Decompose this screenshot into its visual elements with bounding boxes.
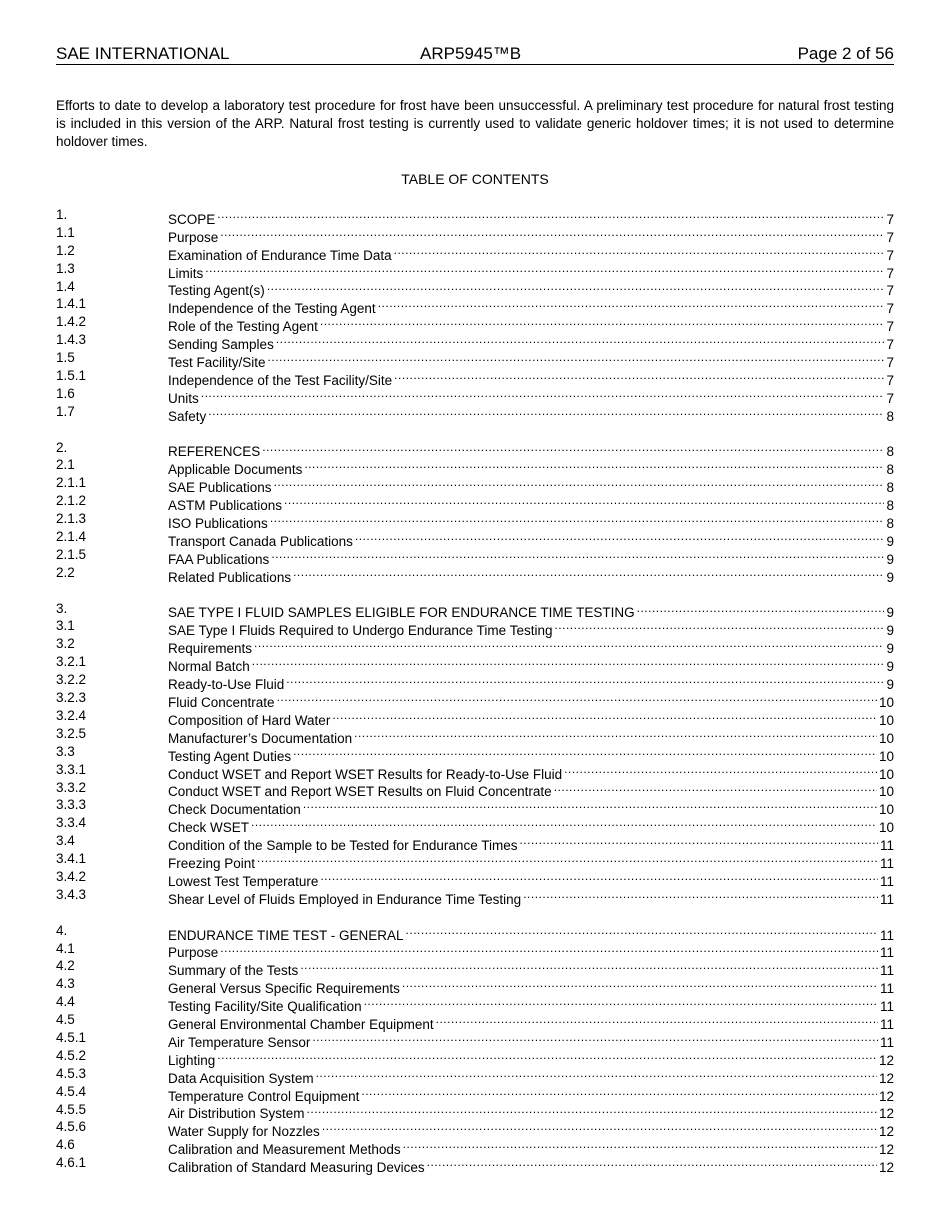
toc-entry-page: 10: [878, 730, 894, 746]
toc-entry-number: 3.2.2: [56, 672, 87, 688]
toc-entry-title: Examination of Endurance Time Data: [168, 247, 392, 263]
toc-entry-number: 3.3.1: [56, 761, 87, 777]
toc-entry-title: Requirements: [168, 641, 253, 657]
toc-entry-title: Manufacturer’s Documentation: [168, 730, 353, 746]
toc-entry-title: SAE TYPE I FLUID SAMPLES ELIGIBLE FOR ENDURANCE TIME TESTING: [168, 605, 635, 621]
toc-entry[interactable]: [56, 510, 894, 532]
toc-entry[interactable]: [56, 1118, 894, 1140]
toc-entry-number: 3.2.4: [56, 707, 87, 723]
toc-dot-leader: [270, 510, 885, 528]
toc-entry-number: 1.4: [56, 278, 75, 294]
toc-dot-leader: [252, 653, 885, 671]
toc-entry[interactable]: [56, 564, 894, 585]
toc-entry-number: 4.5: [56, 1012, 75, 1028]
toc-entry-title: Role of the Testing Agent: [168, 319, 318, 335]
toc-entry-title: Freezing Point: [168, 855, 256, 871]
toc-entry-title: Fluid Concentrate: [168, 694, 275, 710]
toc-dot-leader: [394, 242, 885, 260]
toc-entry-number: 4.5.3: [56, 1065, 87, 1081]
toc-dot-leader: [205, 260, 884, 278]
toc-entry-page: 7: [886, 247, 894, 263]
toc-entry-title: ENDURANCE TIME TEST - GENERAL: [168, 927, 404, 943]
toc-entry[interactable]: [56, 278, 894, 299]
toc-entry-title: SCOPE: [168, 211, 216, 227]
toc-dot-leader: [286, 671, 884, 689]
toc-entry[interactable]: [56, 635, 894, 657]
toc-entry[interactable]: [56, 1083, 894, 1104]
toc-dot-leader: [277, 689, 877, 707]
toc-entry-title: Water Supply for Nozzles: [168, 1124, 320, 1140]
toc-entry[interactable]: [56, 295, 894, 317]
toc-entry-page: 11: [879, 963, 894, 979]
toc-entry[interactable]: [56, 385, 894, 406]
toc-entry-page: 8: [886, 516, 894, 532]
toc-entry-number: 4.5.2: [56, 1047, 87, 1063]
toc-entry-title: FAA Publications: [168, 551, 270, 567]
toc-entry-number: 3.3: [56, 743, 75, 759]
toc-entry-title: Independence of the Test Facility/Site: [168, 372, 393, 388]
toc-entry[interactable]: [56, 600, 894, 621]
toc-entry-title: Conduct WSET and Report WSET Results on Fluid Concentrate: [168, 784, 552, 800]
toc-entry-title: Applicable Documents: [168, 462, 303, 478]
toc-entry-page: 11: [879, 1034, 894, 1050]
toc-entry-page: 10: [878, 802, 894, 818]
toc-entry-page: 7: [886, 337, 894, 353]
toc-entry[interactable]: [56, 743, 894, 764]
toc-dot-leader: [519, 832, 878, 850]
toc-entry-number: 1.4.3: [56, 332, 87, 348]
toc-entry-number: 2.2: [56, 564, 75, 580]
toc-entry-number: 4.5.5: [56, 1101, 87, 1117]
toc-entry-number: 3.2.3: [56, 690, 87, 706]
toc-dot-leader: [220, 940, 878, 958]
toc-entry-number: 4.1: [56, 940, 75, 956]
toc-entry-number: 3.2.5: [56, 725, 87, 741]
toc-entry-title: Calibration and Measurement Methods: [168, 1142, 401, 1158]
toc-entry-title: Composition of Hard Water: [168, 712, 331, 728]
toc-dot-leader: [254, 635, 884, 653]
toc-entry[interactable]: [56, 403, 894, 424]
toc-entry-number: 4.: [56, 922, 68, 938]
toc-entry[interactable]: [56, 1047, 894, 1068]
toc-entry-title: Safety: [168, 408, 207, 424]
toc-dot-leader: [316, 1065, 877, 1083]
toc-entry-number: 1.5: [56, 350, 75, 366]
toc-entry-number: 3.3.3: [56, 797, 87, 813]
toc-entry[interactable]: [56, 993, 894, 1015]
toc-entry-page: 12: [878, 1124, 894, 1140]
toc-entry-number: 4.4: [56, 994, 75, 1010]
toc-entry-page: 7: [886, 390, 894, 406]
toc-entry-title: Shear Level of Fluids Employed in Endurance Time Testing: [168, 891, 522, 907]
toc-entry-number: 1.6: [56, 385, 75, 401]
toc-entry-page: 9: [886, 659, 894, 675]
toc-dot-leader: [274, 474, 885, 492]
toc-entry-title: General Environmental Chamber Equipment: [168, 1016, 434, 1032]
header-page-number: Page 2 of 56: [797, 44, 894, 63]
toc-entry[interactable]: [56, 761, 894, 782]
toc-entry-page: 7: [886, 301, 894, 317]
toc-entry-page: 8: [886, 462, 894, 478]
toc-dot-leader: [637, 600, 885, 618]
toc-entry-title: Independence of the Testing Agent: [168, 301, 376, 317]
toc-entry-page: 9: [886, 533, 894, 549]
toc-entry[interactable]: [56, 313, 894, 335]
toc-entry-page: 8: [886, 408, 894, 424]
toc-dot-leader: [276, 331, 885, 349]
toc-entry-page: 11: [879, 945, 894, 961]
toc-dot-leader: [320, 868, 878, 886]
toc-dot-leader: [293, 564, 884, 582]
toc-entry[interactable]: [56, 1101, 894, 1122]
toc-dot-leader: [403, 1136, 877, 1154]
toc-entry[interactable]: [56, 850, 894, 871]
toc-dot-leader: [320, 313, 885, 331]
toc-entry-title: Limits: [168, 265, 204, 281]
toc-entry-number: 3.4.2: [56, 868, 87, 884]
toc-entry[interactable]: [56, 975, 894, 997]
toc-entry-page: 8: [886, 480, 894, 496]
toc-dot-leader: [293, 743, 877, 761]
toc-entry-page: 11: [879, 981, 894, 997]
toc-entry[interactable]: [56, 349, 894, 371]
toc-dot-leader: [394, 367, 884, 385]
toc-entry-number: 3.2: [56, 636, 75, 652]
toc-entry-title: ASTM Publications: [168, 498, 283, 514]
toc-entry[interactable]: [56, 331, 894, 353]
toc-entry-number: 4.2: [56, 958, 75, 974]
toc-entry-title: Test Facility/Site: [168, 355, 266, 371]
toc-entry-page: 11: [879, 927, 894, 943]
toc-entry-page: 9: [886, 623, 894, 639]
toc-dot-leader: [304, 456, 884, 474]
toc-entry[interactable]: [56, 456, 894, 478]
toc-entry-page: 12: [878, 1070, 894, 1086]
toc-entry-page: 11: [879, 855, 894, 871]
toc-entry-number: 2.1.5: [56, 546, 87, 562]
toc-entry[interactable]: [56, 922, 894, 943]
toc-entry-number: 1.3: [56, 260, 75, 276]
toc-entry-page: 7: [886, 355, 894, 371]
toc-dot-leader: [312, 1029, 878, 1047]
toc-entry-title: Calibration of Standard Measuring Devices: [168, 1160, 425, 1176]
toc-entry[interactable]: [56, 832, 894, 854]
toc-entry[interactable]: [56, 546, 894, 567]
toc-entry-page: 10: [878, 712, 894, 728]
toc-entry-page: 9: [886, 605, 894, 621]
toc-entry-title: Transport Canada Publications: [168, 533, 353, 549]
toc-dot-leader: [208, 403, 884, 421]
toc-entry[interactable]: [56, 779, 894, 800]
toc-entry[interactable]: [56, 439, 894, 460]
toc-entry[interactable]: [56, 224, 894, 245]
toc-dot-leader: [257, 850, 878, 868]
toc-entry-title: Temperature Control Equipment: [168, 1088, 360, 1104]
toc-dot-leader: [523, 886, 878, 904]
toc-entry-title: Testing Agent Duties: [168, 748, 292, 764]
toc-heading: TABLE OF CONTENTS: [401, 171, 549, 187]
toc-entry-title: General Versus Specific Requirements: [168, 981, 400, 997]
toc-dot-leader: [267, 278, 885, 296]
toc-entry[interactable]: [56, 957, 894, 979]
toc-entry-page: 7: [886, 372, 894, 388]
toc-entry-title: Summary of the Tests: [168, 963, 299, 979]
toc-entry-page: 10: [878, 784, 894, 800]
toc-entry-page: 9: [886, 569, 894, 585]
toc-entry-title: Condition of the Sample to be Tested for Endurance Times: [168, 838, 518, 854]
toc-entry-title: ISO Publications: [168, 516, 268, 532]
toc-entry-page: 7: [886, 229, 894, 245]
toc-entry-number: 1.7: [56, 403, 75, 419]
toc-entry[interactable]: [56, 367, 894, 388]
toc-dot-leader: [220, 224, 884, 242]
toc-entry[interactable]: [56, 653, 894, 675]
toc-entry-title: Purpose: [168, 945, 219, 961]
header-document-number: ARP5945™B: [420, 44, 522, 63]
toc-entry-line: [168, 886, 894, 909]
toc-entry-page: 7: [886, 265, 894, 281]
toc-entry[interactable]: [56, 671, 894, 693]
toc-entry-title: Air Distribution System: [168, 1106, 305, 1122]
toc-entry-number: 2.: [56, 439, 68, 455]
intro-paragraph: Efforts to date to develop a laboratory test procedure for frost have been unsuccessful. A preliminary test procedure for natural frost testing is included in this version of the ARP. Natural frost testing is currently used to validate generic holdover times; it is not used to determine holdover times.: [56, 98, 894, 149]
toc-dot-leader: [354, 725, 877, 743]
toc-entry-title: Air Temperature Sensor: [168, 1034, 311, 1050]
toc-dot-leader: [307, 1101, 877, 1119]
toc-entry-page: 11: [879, 891, 894, 907]
toc-dot-leader: [217, 206, 884, 224]
toc-entry[interactable]: [56, 796, 894, 818]
toc-entry-title: Ready-to-Use Fluid: [168, 677, 285, 693]
toc-entry-title: Units: [168, 390, 199, 406]
toc-entry[interactable]: [56, 242, 894, 263]
header-organization: SAE INTERNATIONAL: [56, 44, 230, 63]
toc-entry-number: 4.5.4: [56, 1083, 87, 1099]
toc-entry-title: Check WSET: [168, 820, 250, 836]
toc-entry[interactable]: [56, 1154, 894, 1176]
toc-dot-leader: [201, 385, 885, 403]
toc-dot-leader: [262, 439, 884, 457]
toc-entry-title: Conduct WSET and Report WSET Results for Ready-to-Use Fluid: [168, 766, 563, 782]
toc-dot-leader: [217, 1047, 877, 1065]
toc-entry-page: 9: [886, 677, 894, 693]
toc-entry-page: 12: [878, 1106, 894, 1122]
toc-entry-title: Related Publications: [168, 569, 292, 585]
toc-dot-leader: [268, 349, 885, 367]
toc-dot-leader: [564, 761, 877, 779]
toc-entry-title: Testing Facility/Site Qualification: [168, 999, 362, 1015]
toc-entry-number: 4.5.6: [56, 1119, 87, 1135]
page-header: [56, 43, 894, 65]
toc-entry-title: REFERENCES: [168, 444, 261, 460]
toc-entry-number: 1.5.1: [56, 368, 87, 384]
toc-entry-page: 10: [878, 748, 894, 764]
toc-entry-page: 12: [878, 1088, 894, 1104]
toc-entry-number: 2.1.2: [56, 493, 87, 509]
toc-entry-number: 2.1.1: [56, 475, 87, 491]
toc-entry-page: 7: [886, 283, 894, 299]
toc-entry[interactable]: [56, 1065, 894, 1086]
toc-entry-title: Lighting: [168, 1052, 216, 1068]
toc-entry-number: 3.4.1: [56, 851, 87, 867]
toc-entry-page: 11: [879, 999, 894, 1015]
toc-entry-number: 2.1.3: [56, 511, 87, 527]
toc-entry-number: 3.1: [56, 618, 75, 634]
toc-entry[interactable]: [56, 474, 894, 496]
table-of-contents: [56, 206, 894, 1176]
toc-entry[interactable]: [56, 940, 894, 961]
toc-entry-page: 11: [879, 838, 894, 854]
toc-entry[interactable]: [56, 886, 894, 907]
toc-entry-number: 1.1: [56, 224, 75, 240]
toc-dot-leader: [332, 707, 877, 725]
toc-entry-title: Normal Batch: [168, 659, 250, 675]
toc-entry[interactable]: [56, 528, 894, 549]
toc-entry-page: 10: [878, 766, 894, 782]
toc-entry-number: 4.6.1: [56, 1155, 87, 1171]
toc-entry-number: 4.6: [56, 1137, 75, 1153]
toc-entry[interactable]: [56, 1011, 894, 1032]
toc-entry[interactable]: [56, 617, 894, 639]
toc-entry-page: 11: [879, 1016, 894, 1032]
toc-entry[interactable]: [56, 206, 894, 227]
toc-dot-leader: [361, 1083, 877, 1101]
toc-entry-number: 4.5.1: [56, 1029, 87, 1045]
toc-entry[interactable]: [56, 492, 894, 514]
toc-dot-leader: [436, 1011, 878, 1029]
toc-entry[interactable]: [56, 707, 894, 728]
toc-entry-number: 3.3.4: [56, 815, 87, 831]
toc-entry-line: [168, 403, 894, 426]
toc-entry-page: 7: [886, 319, 894, 335]
toc-entry-number: 3.2.1: [56, 654, 87, 670]
toc-entry-title: Purpose: [168, 229, 219, 245]
toc-entry[interactable]: [56, 814, 894, 836]
toc-dot-leader: [322, 1118, 877, 1136]
toc-entry-line: [168, 1154, 894, 1177]
toc-entry[interactable]: [56, 868, 894, 889]
toc-entry-number: 3.4: [56, 833, 75, 849]
toc-dot-leader: [355, 528, 885, 546]
toc-entry-title: Check Documentation: [168, 802, 301, 818]
toc-entry-number: 1.: [56, 207, 68, 222]
toc-entry-page: 12: [878, 1052, 894, 1068]
toc-entry-title: SAE Publications: [168, 480, 272, 496]
toc-entry-page: 12: [878, 1142, 894, 1158]
toc-dot-leader: [427, 1154, 877, 1172]
toc-entry[interactable]: [56, 260, 894, 281]
toc-entry[interactable]: [56, 725, 894, 746]
toc-dot-leader: [402, 975, 878, 993]
toc-entry-page: 8: [886, 444, 894, 460]
toc-entry-page: 10: [878, 694, 894, 710]
toc-entry-page: 11: [879, 873, 894, 889]
toc-entry-number: 3.3.2: [56, 779, 87, 795]
toc-entry-page: 9: [886, 641, 894, 657]
toc-entry-title: Lowest Test Temperature: [168, 873, 319, 889]
toc-dot-leader: [554, 617, 884, 635]
toc-entry-page: 12: [878, 1160, 894, 1176]
toc-dot-leader: [271, 546, 884, 564]
toc-entry-number: 4.3: [56, 976, 75, 992]
toc-entry[interactable]: [56, 1136, 894, 1158]
toc-entry-number: 1.2: [56, 242, 75, 258]
toc-entry-number: 1.4.1: [56, 296, 87, 312]
toc-entry-line: [168, 564, 894, 587]
toc-entry-page: 9: [886, 551, 894, 567]
toc-entry-number: 3.: [56, 600, 68, 616]
toc-entry-title: SAE Type I Fluids Required to Undergo Endurance Time Testing: [168, 623, 553, 639]
toc-entry-title: Data Acquisition System: [168, 1070, 314, 1086]
toc-entry[interactable]: [56, 689, 894, 710]
toc-entry-page: 10: [878, 820, 894, 836]
toc-entry-page: 8: [886, 498, 894, 514]
toc-dot-leader: [406, 922, 878, 940]
toc-dot-leader: [303, 796, 877, 814]
toc-entry-number: 3.4.3: [56, 886, 87, 902]
toc-entry-title: Sending Samples: [168, 337, 274, 353]
toc-entry-page: 7: [886, 211, 894, 227]
toc-dot-leader: [364, 993, 878, 1011]
toc-entry-number: 2.1.4: [56, 529, 87, 545]
toc-entry-number: 2.1: [56, 457, 75, 473]
toc-dot-leader: [251, 814, 877, 832]
toc-entry-number: 1.4.2: [56, 314, 87, 330]
toc-entry[interactable]: [56, 1029, 894, 1050]
toc-dot-leader: [378, 295, 885, 313]
toc-dot-leader: [554, 779, 877, 797]
toc-dot-leader: [284, 492, 884, 510]
toc-dot-leader: [300, 957, 878, 975]
toc-entry-title: Testing Agent(s): [168, 283, 265, 299]
